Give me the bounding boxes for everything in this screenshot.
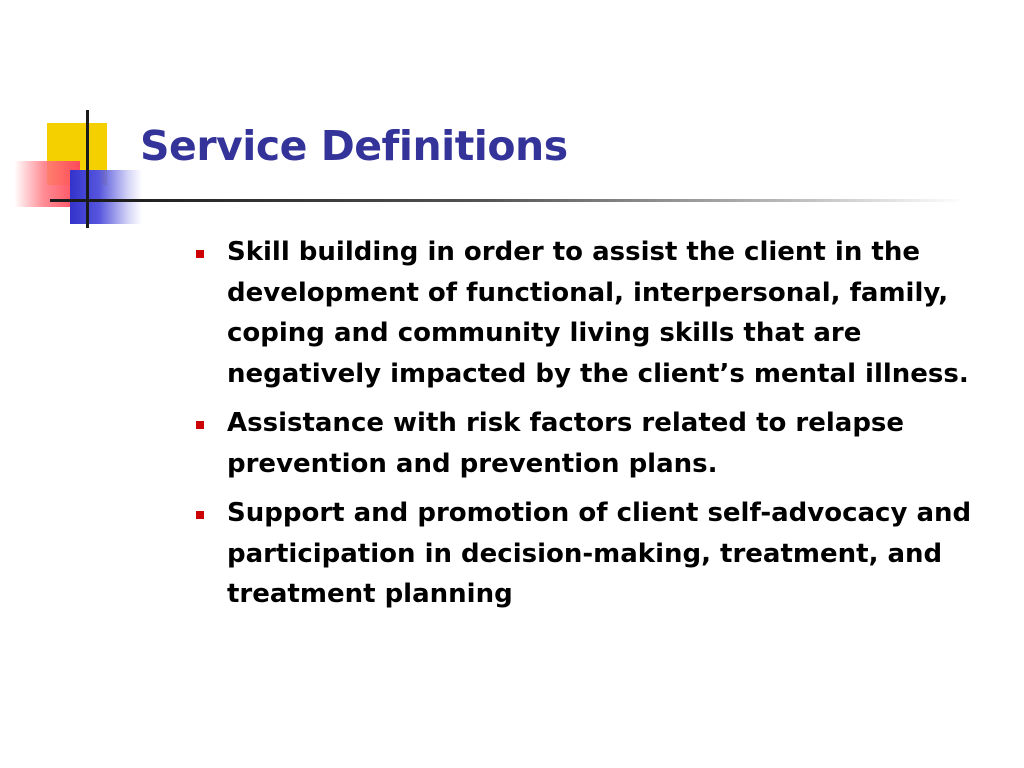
vertical-line-decoration — [86, 110, 89, 228]
bullet-text: Skill building in order to assist the client in the development of functional, interpersonal, family, coping and community living skills that are negatively impacted by the client’s mental illness. — [227, 237, 969, 389]
slide-title: Service Definitions — [140, 122, 568, 170]
bullet-square-icon — [196, 511, 204, 519]
title-underline-rule — [95, 199, 965, 202]
bullet-text: Assistance with risk factors related to relapse prevention and prevention plans. — [227, 408, 905, 479]
bullet-square-icon — [196, 250, 204, 258]
bullet-list — [193, 232, 983, 624]
decorative-logo-block — [0, 0, 160, 240]
bullet-square-icon — [196, 421, 204, 429]
bullet-item — [193, 493, 983, 615]
bullet-item — [193, 232, 983, 394]
bullet-item — [193, 403, 983, 484]
bullet-text: Support and promotion of client self-advocacy and participation in decision-making, treatment, and treatment planning — [227, 498, 972, 609]
blue-square-decoration — [70, 170, 142, 224]
